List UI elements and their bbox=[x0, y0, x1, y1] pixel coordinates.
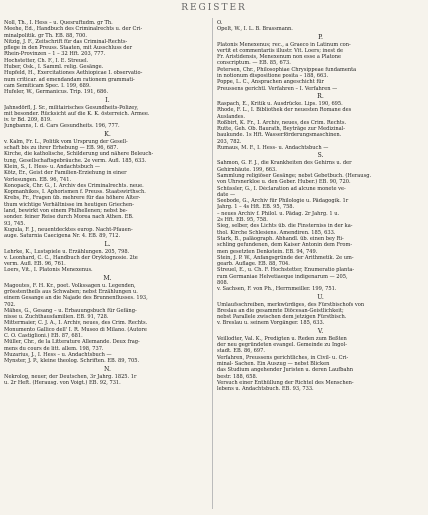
index-entry: Nekrolog, neuer, der Deutschen, 3r Jahrg. 1825. 1r bbox=[4, 373, 137, 380]
index-entry: einem Gesange an die Najade des Brunnenflusses. 193, bbox=[4, 295, 148, 302]
index-entry: 2s Hft. EB. 95, 758. bbox=[217, 217, 268, 224]
index-entry: Sammlung religiöser Gesänge; nebst Gebetbuch. (Herausg. bbox=[217, 172, 372, 179]
index-entry: Vorlesungen. EB. 96, 741. bbox=[4, 176, 72, 183]
index-entry: – neues Archiv f. Philol. u. Pädag. 2r Jahrg. 1 u. bbox=[217, 210, 340, 217]
index-entry: Magoutes, F. H. Kr., poet. Volkssagen u. Legenden, bbox=[4, 282, 136, 289]
index-entry: Sieg, selber, des Lichts üb. die Finsterniss in der ka- bbox=[217, 223, 353, 230]
page-header: REGISTER bbox=[181, 3, 247, 13]
index-entry: v. Kalm, Fr. L., Politik vom Ursprung der Gesell- bbox=[4, 138, 128, 145]
index-entry: vertit et commentariis illustr. Vit. Loers; inest de bbox=[217, 47, 344, 54]
index-entry: das Studium angehender Juristen u. deren Laufbahn bbox=[217, 367, 354, 374]
index-entry: Roßbirt, K. Fr., I. Archiv, neues, des Crim. Rechts. bbox=[217, 119, 347, 126]
section-letter: S. bbox=[317, 152, 324, 160]
index-entry: cam Semiticam Spec. I. 199, 689. bbox=[4, 82, 91, 89]
index-entry: Mittermaier, C. J. A., I. Archiv, neues, des Crim. Rechts. bbox=[4, 320, 148, 327]
index-entry: grösstentheils aus Schwaben; nebst Erzählungen u. bbox=[4, 288, 138, 295]
index-entry: lebens u. Andachtsbuch. EB. 93, 733. bbox=[217, 386, 314, 393]
index-entry: bestr. 188, 658. bbox=[217, 373, 258, 380]
index-entry: rum Germaniae Helvetiaeque indigenarum — 205, bbox=[217, 273, 348, 280]
index-entry: von Uhrsnerkloe u. den Geber. Huber.) EB. 90, 720. bbox=[217, 179, 351, 186]
index-entry: schaft bis zu ihrer Erhebung — EB. 96, 687. bbox=[4, 145, 119, 152]
index-entry: Nitzig, J. F., Zeitschrift für das Criminal-Rechts- bbox=[4, 38, 128, 45]
index-entry: Breslau an die gesammte Diöcesan-Geistlichkeit; bbox=[217, 307, 344, 314]
index-entry: Stein, J. P. W., Anfangsgründe der Arithmetik. 2e um- bbox=[217, 254, 354, 261]
index-entry: Streuel, E., u. Ch. F. Hochstetter, Enumeratio planta- bbox=[217, 267, 355, 274]
index-entry: Opelt, W., I. L. B. Brassmann. bbox=[217, 26, 293, 33]
index-entry: C. O. Castiglioni.) EB. 87, 681. bbox=[4, 333, 83, 340]
index-entry: Kugula, F. J., neuentdecktes europ. Nacht-Pfauen- bbox=[4, 226, 133, 233]
index-entry: 702. bbox=[4, 301, 16, 308]
index-entry: date — bbox=[217, 191, 236, 198]
index-entry: Meehe, Ed., Handbuch des Criminalrechts u. der Cri- bbox=[4, 26, 143, 33]
index-entry: Rutte, Geh. Ob. Baurath, Beyträge zur Medizinal- bbox=[217, 126, 346, 133]
section-letter: I. bbox=[105, 96, 110, 104]
index-entry: Gehirnhäute. 199, 663. bbox=[217, 166, 277, 173]
index-entry: Kopmanhikes, I. Aphorismen f. Preuss. Staatswirthsch. bbox=[4, 189, 146, 196]
index-entry: Raspach, E., Kritik u. Ausdrücke. Lips. 190, 695. bbox=[217, 100, 343, 107]
section-letter: M. bbox=[103, 274, 112, 282]
index-entry: Platonis Menexenus; rec., a Graeco in Latinum con- bbox=[217, 41, 351, 48]
index-entry: minal- Sachen. Ein Auszug — nebst Blicken bbox=[217, 360, 330, 367]
index-entry: Muzarius, J., I. Hess – u. Andachtsbuch — bbox=[4, 351, 112, 358]
index-entry: Rhode, F. L., I. Bibliothek der neuesten Romane des bbox=[217, 107, 352, 114]
index-entry: conscriptum. — EB. 85, 673. bbox=[217, 60, 291, 67]
index-entry: Sahmon, G. F. J., die Krankheiten des Gehirns u. der bbox=[217, 160, 352, 167]
index-entry: Rhein-Provinzen – 1 – 32 Hft. 203, 777. bbox=[4, 51, 106, 58]
index-entry: schling gefundenen, dem Kaiser Antonin dem From- bbox=[217, 242, 353, 249]
index-entry: auge. Saturnia Caecigena Nr. 4. EB. 89, 712. bbox=[4, 233, 121, 240]
index-entry: 203, 782. bbox=[217, 138, 242, 145]
index-entry: Umlaufsschreiben, merkwürdiges, des Fürstbischofs von bbox=[217, 301, 365, 308]
left-column bbox=[4, 20, 211, 386]
index-entry: Huber, Osk., I. Samml. relig. Gesänge. bbox=[4, 64, 104, 71]
index-entry: Veillodter, Val. K., Predigten u. Reden zum Beßten bbox=[217, 335, 347, 342]
index-entry: thum wichtige Verhältnisse im heutigen Griechen- bbox=[4, 201, 134, 208]
section-letter: P. bbox=[318, 33, 323, 41]
index-entry: men gesetzten Denkstein. EB. 94, 749. bbox=[217, 248, 318, 255]
section-letter: L. bbox=[104, 240, 111, 248]
index-entry: Preussens gerichtl. Verfahren – I. Verfahren — bbox=[217, 85, 338, 92]
index-entry: mit besonder. Rücksicht auf die K. K. österreich. Armee. bbox=[4, 110, 150, 117]
index-entry: Fr. Aristidensis, Menexenum non esse a Platone bbox=[217, 54, 342, 61]
index-entry: Seebode, G., Archiv für Philologie u. Pädagogik. 1r bbox=[217, 198, 349, 205]
index-entry: pflege in den Preuss. Staaten, mit Ausschluss der bbox=[4, 45, 132, 52]
index-entry: sonder. feiner Reise durch Morea nach Athen. EB. bbox=[4, 214, 134, 221]
index-entry: tung, Gesellschaftsgebräuche. 2e verm. Aufl. 185, 633. bbox=[4, 157, 147, 164]
index-entry: 93, 745. bbox=[4, 220, 26, 227]
index-entry: Klein, S., I. Hess- u. Andachtsbuch — bbox=[4, 163, 100, 170]
index-entry: v. Leonhard, C. C., Handbuch der Oryktognosie. 2te bbox=[4, 254, 138, 261]
index-entry: nisse u. Zuchthausfamilien. EB. 91, 728. bbox=[4, 314, 109, 321]
right-column bbox=[217, 20, 424, 392]
index-entry: Konopack, Chr. G., I. Archiv des Criminalrechts. neue. bbox=[4, 182, 144, 189]
index-entry: gearb. Auflage. EB. 88, 704. bbox=[217, 261, 290, 268]
index-entry: Jahrg. 1 – 4s Hft. EB. 95, 758. bbox=[217, 204, 295, 211]
index-entry: Stark, B., paläograph. Abhandl. üb. einen bey Ri- bbox=[217, 235, 344, 242]
index-entry: verm. Aufl. EB. 96, 761. bbox=[4, 261, 66, 268]
index-entry: Hupfeld, H., Exercitationes Aethiopicae I. observatio- bbox=[4, 70, 143, 77]
index-entry: baukunde. 1s Hft. Wasserförderungsmaschinen. bbox=[217, 132, 342, 139]
index-entry: Jahnsdörfl, J. Sr., militairisches Gesundheits-Polizey, bbox=[4, 104, 139, 111]
index-entry: Hochstetter, Ch. F., I. E. Streuel. bbox=[4, 57, 89, 64]
section-letter: V. bbox=[317, 327, 324, 335]
index-entry: in notionum dispositione posita – 188, 663. bbox=[217, 73, 329, 80]
index-entry: stadt. EB. 86, 697. bbox=[217, 348, 266, 355]
index-entry: Versuch einer Enthüllung der Richtel des Menschen- bbox=[217, 379, 354, 386]
index-entry: der neu gegründeten evangel. Gemeinde zu Ingol- bbox=[217, 342, 347, 349]
index-entry: iv. tr Bd. 209, 819. bbox=[4, 117, 52, 124]
index-entry: O. bbox=[217, 20, 223, 26]
index-entry: u. 2r Heft. (Herausg. von Voigt.) EB. 92, 731. bbox=[4, 379, 121, 386]
index-entry: nebst Parallele zwischen dem jetzigen Fürstbisch. bbox=[217, 314, 347, 321]
index-entry: Kirche, die katholische, Schilderung und nähere Beleuch- bbox=[4, 151, 154, 158]
column-divider bbox=[212, 18, 213, 509]
index-entry: land, bewirkt von einem Philhellenen; nebst be- bbox=[4, 208, 128, 215]
index-entry: minalpolitik. gr Th. EB. 88, 700. bbox=[4, 32, 87, 39]
index-entry: Monumento Gallico dell' I. R. Museo di Milano. (Autore bbox=[4, 326, 147, 333]
index-entry: v. Sachsen, F. von Ph., Herrnmeiller. 199, 751. bbox=[217, 286, 337, 293]
index-entry: thol. Kirche Schlesiens. Amendiren. 185, 633. bbox=[217, 229, 336, 236]
index-entry: v. Breslau u. seinem Vorgänger. 185, 633. bbox=[217, 320, 325, 327]
index-entry: Müller, Chr., de la Litterature Allemande. Deux frag- bbox=[4, 339, 140, 346]
section-letter: K. bbox=[104, 130, 111, 138]
index-entry: Hufeler, W., Germanicus. Trip. 191, 686. bbox=[4, 89, 109, 96]
section-letter: U. bbox=[317, 293, 324, 301]
index-entry: Mynster, J. P., kleine theolog. Schriften. EB. 89, 705. bbox=[4, 358, 140, 365]
index-entry: Kötz, Er., Geist der Familien-Erziehung in einer bbox=[4, 170, 127, 177]
index-entry: Noll, Th., I. Hess – u. Quesruftudm. gr Th. bbox=[4, 20, 113, 26]
index-entry: Krebs, Fr., Fragen üb. mehrere für das höhere Alter- bbox=[4, 195, 141, 202]
index-entry: 808. bbox=[217, 279, 229, 286]
section-letter: R. bbox=[317, 92, 324, 100]
index-entry: num criticar. ad emendandam rationem grammati- bbox=[4, 76, 135, 83]
index-entry: Auslandes. bbox=[217, 113, 246, 120]
index-entry: Mähes, G., Gesang – u. Erbauungsbuch für Gefäng- bbox=[4, 307, 137, 314]
index-entry: Verfahren, Preussens gerichtliches, in Civil- u. Cri- bbox=[217, 354, 349, 361]
section-letter: N. bbox=[104, 365, 111, 373]
index-entry: Petersen, Chr., Philosophiae Chrysippeae fundamenta bbox=[217, 66, 357, 73]
index-entry: Rumaus, M. F., I. Hess- u. Andachtsbuch — bbox=[217, 145, 329, 152]
index-entry: mens du cours de litt. allem. 198, 737. bbox=[4, 345, 104, 352]
index-entry: Loers, Vit., I. Platonis Menexenus. bbox=[4, 267, 93, 274]
index-entry: Jungbanns, I. d. Cars Gesundheits. 196, 777. bbox=[4, 123, 120, 130]
index-entry: Lehrke, K., Lustspiele u. Erzählungen. 205, 798. bbox=[4, 248, 130, 255]
index-entry: Poppe, L. C., Ansprachen angeschicht für bbox=[217, 79, 324, 86]
index-entry: Schüssler, G., I. Déclaration ad alcune monete ve- bbox=[217, 185, 346, 192]
